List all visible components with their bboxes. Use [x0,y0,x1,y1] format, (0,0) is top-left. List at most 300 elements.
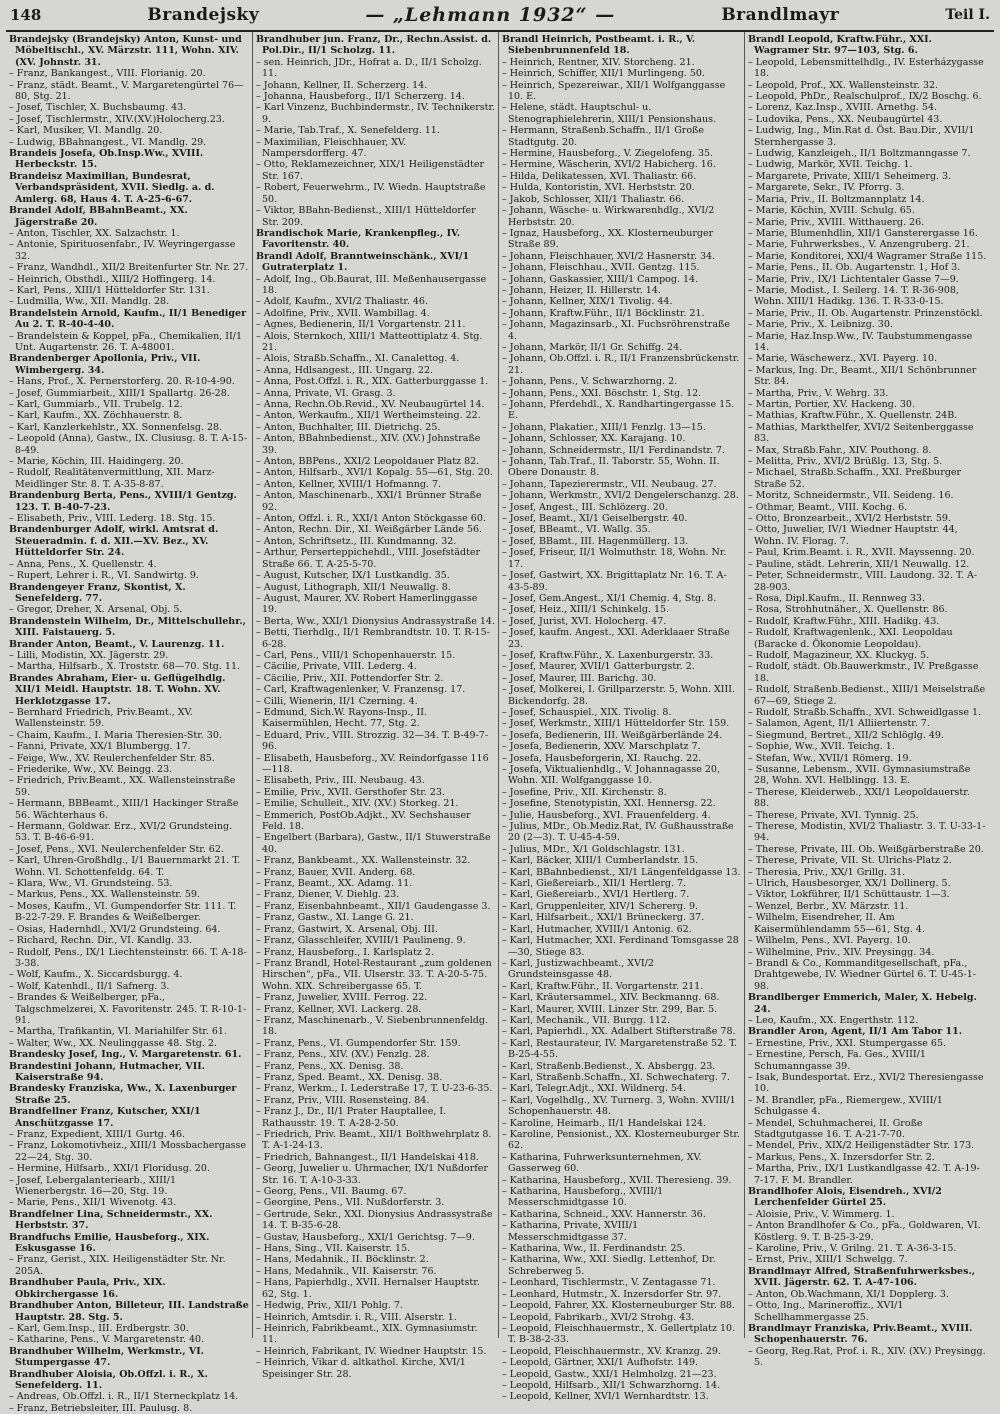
directory-entry: – Franz, Hausbeforg., I. Karlsplatz 2. [256,946,434,958]
directory-entry: – Anton, Buchhalter, III. Dietrichg. 25. [256,421,441,433]
directory-entry: – Karl, Restaurateur, IV. Margaretenstraße 52. T. B-25-4-55. [502,1037,738,1061]
directory-entry: Brandl Leopold, Kraftw.Führ., XXI. Wagramer Str. 97—103, Stg. 6. [748,34,932,57]
directory-entry: – Moses, Kaufm., VI. Gumpendorfer Str. 111. T. B-22-7-29. F. Brandes & Weißelberger. [9,900,237,924]
directory-entry: – Theresia, Priv., XX/1 Grillg. 31. [748,866,906,878]
directory-entry: – Margarete, Sekr., IV. Pforrg. 3. [748,182,905,194]
directory-entry: – Therese, Private, XVI. Tynnig. 25. [748,809,919,821]
directory-entry: – Wolf, Kaufm., X. Siccardsburgg. 4. [9,969,183,981]
directory-entry: – Lilli, Modistin, XX. Jägerstr. 29. [9,649,169,661]
directory-entry: – Karl, Kräutersammel., XIV. Beckmanng. 68. [502,992,720,1004]
directory-entry: – Hans, Medahnik., VII. Kaiserstr. 76. [256,1265,437,1277]
directory-entry: – Isak, Bundesportat. Erz., XVI/2 Theresiengasse 10. [748,1071,984,1095]
directory-entry: – Karl, Hutmacher, XXI. Ferdinand Tomsgasse 28—30, Stiege 83. [502,935,739,958]
directory-entry: – Josef, Maurer, III. Barichg. 30. [502,672,657,684]
directory-entry: – Anton, Hilfsarb., XVI/1 Kopalg. 55—61, Stg. 20. [256,467,493,479]
directory-entry: – Karl, Straßenb.Schaffn., XI. Schwechaterg. 7. [502,1071,730,1083]
directory-entry: – Andreas, Ob.Offzl. i. R., II/1 Sterneckplatz 14. [9,1391,239,1403]
directory-entry: – Leopold, Fahrer, XX. Klosterneuburger Str. 88. [502,1300,735,1312]
directory-entry: – Karl, Vogelhdlg., XV. Turnerg. 3, Wohn. XVIII/1 Schopenhauerstr. 48. [502,1094,736,1118]
directory-entry: – Karl, Bäcker, XIII/1 Cumberlandstr. 15. [502,855,699,867]
directory-entry: – Viktor, Lokführer, II/1 Schüttaustr. 1—3. [748,889,950,901]
directory-entry: – Johann, Wäsche- u. Wirkwarenhdlg., XVI/2 Herbststr. 20. [502,205,715,228]
directory-entry: – Marie, Fuhrwerksbes., V. Anzengruberg. 21. [748,239,970,251]
directory-entry: – Hermann, BBBeamt., XIII/1 Hackinger Straße 56. Wächterhaus 6. [9,798,239,821]
directory-entry: – Franz, Expedient, XIII/1 Gurtg. 46. [9,1129,186,1140]
directory-entry: – Mendel, Priv., XIX/2 Heiligenstädter Str. 173. [748,1140,975,1152]
directory-entry: – Berta, Ww., XXI/1 Dionysius Andrassystraße 14. [256,615,495,627]
directory-entry: – Emilie, Schulleit., XIV. (XV.) Storkeg. 21. [256,798,459,810]
directory-entry: – Eduard, Priv., VIII. Strozzig. 32—34. T. B-49-7-96. [256,729,489,753]
directory-entry: – Stefan, Ww., XVII/1 Römerg. 19. [748,752,912,764]
directory-entry: – Ludmilla, Ww., XII. Mandlg. 28. [9,296,170,308]
directory-entry: – Brandl & Co., Kommanditgesellschaft, pFa., Drahtgewebe, IV. Wiedner Gürtel 6. T. U-45-1-98. [748,957,977,992]
directory-entry: – Rudolf, Magazineur, XX. Kluckyg. 5. [748,649,930,661]
column-1 [6,32,252,1414]
directory-entry: – Heinrich, Vikar d. altkathol. Kirche, XVI/1 Speisinger Str. 28. [256,1357,466,1380]
directory-entry: Brandejsky (Brandejsky) Anton, Kunst- und Möbeltischl., XV. Märzstr. 111, Wohn. XIV. (XV. Johnstr. 31. [9,34,242,68]
directory-entry: – Leopold, Fleischhauermstr., X. Gellertplatz 10. T. B-38-2-33. [502,1322,736,1346]
directory-entry: – Rudolf, Straßenb.Bedienst., XIII/1 Meiselstraße 67—69, Stiege 2. [748,684,986,707]
directory-entry: – Karl, Straßenb.Bedienst., X. Absbergg. 23. [502,1060,716,1072]
directory-entry: – Rudolf, Straßb.Schaffn., XVI. Schweidlgasse 1. [748,706,982,718]
directory-entry: – Franz, Werkm., I. Lederstraße 17, T. U-23-6-35. [256,1083,493,1095]
directory-entry: – Friedrich, Priv.Beamt., XX. Wallensteinstraße 59. [9,775,236,798]
directory-entry: – Josef, kaufm. Angest., XXI. Aderklaaer Straße 23. [502,627,730,650]
directory-entry: – Heinrich, Schiffer, XII/1 Murlingeng. 50. [502,68,705,80]
directory-entry: – Bernhard Friedrich, Priv.Beamt., XV. Wallensteinstr. 59. [9,706,193,730]
directory-entry: – Susanne, Lebensm., XVII. Gymnasiumstraße 28, Wohn. XVI. Helblingg. 13. E. [748,764,971,787]
directory-entry: – Johann, Magazinsarb., XI. Fuchsröhrenstraße 4. [502,319,730,342]
directory-entry: – Therese, Private, III. Ob. Weißgärberstraße 20. [748,843,984,855]
directory-entry: – Leopold, Gastw., XXI/1 Helmholzg. 21—23. [502,1368,717,1380]
directory-entry: – Heinrich, Amtsdir. i. R., VIII. Alserstr. 1. [256,1311,457,1323]
directory-entry: – Anton Brandlhofer & Co., pFa., Goldwaren, VI. Köstlerg. 9. T. B-25-3-29. [748,1220,981,1243]
directory-entry: – Rudolf, Realitätenvermittlung, XII. Marz-Meidlinger Str. 8. T. A-35-8-87. [9,467,215,490]
directory-entry: Brandenberger Apollonia, Priv., VII. Wimbergerg. 34. [9,353,201,376]
directory-entry: – Heinrich, Spezereiwar., XII/1 Wolfganggasse 10. E. [502,79,726,103]
directory-entry: – Josef, Werkmstr., XIII/1 Hütteldorfer Str. 159. [502,718,730,730]
directory-entry: – Cilli, Wienerin, II/1 Czerning. 4. [256,695,418,707]
directory-entry: – Heinrich, Rentner, XIV. Storcheng. 21. [502,56,695,68]
directory-entry: – Ernestine, Persch, Fa. Ges., XVIII/1 Schumanngasse 39. [748,1049,926,1072]
directory-entry: – Mathias, Kraftw.Führ., X. Quellenstr. 24B. [748,410,958,422]
directory-entry: – Elisabeth, Priv., VIII. Lederg. 18. Stg. 15. [9,513,216,525]
directory-entry: – Feige, Ww., XV. Reulerchenfelder Str. 85. [9,752,215,764]
directory-entry: – Othmar, Beamt., VIII. Kochg. 6. [748,501,908,513]
directory-entry: Brandfelner Lina, Schneidermstr., XX. Herbststr. 37. [9,1208,213,1232]
directory-entry: – Franz, Gastw., XI. Lange G. 21. [256,912,414,924]
directory-entry: – Rudolf, Kraftw.Führ., XIII. Hadikg. 43. [748,615,940,627]
directory-entry: – Franz, städt. Beamt., V. Margaretengürtel 76—80, Stg. 21. [9,79,244,103]
directory-entry: – Rudolf, städt. Ob.Bauwerkmstr., IV. Preßgasse 18. [748,661,979,684]
column-3 [498,32,744,1403]
directory-entry: – Franz, Diener, V. Diehlg. 23. [256,889,400,901]
directory-entry: – Karl, Telegr.Adjt., XXI. Wildnerg. 54. [502,1083,686,1095]
directory-entry: – Otto, Bronzearbeit., XVI/2 Herbststr. 59. [748,513,951,525]
directory-entry: – Leopold, Fleischhauermstr., XV. Kranzg. 29. [502,1345,721,1357]
directory-entry: – Martha, Priv., IX/1 Lustkandlgasse 42. T. A-19-7-17. F. M. Brandler. [748,1163,980,1186]
directory-entry: – Johann, Tapezierermstr., VII. Neubaug. 27. [502,478,717,490]
directory-entry: – Josef, Heiz., XIII/1 Schinkelg. 15. [502,604,670,616]
directory-entry: – Josefa, Bedienerin, XXV. Marschplatz 7. [502,741,701,753]
directory-entry: – Franz, Priv., VIII. Rosensteing. 84. [256,1094,430,1106]
directory-entry: – Georg, Pens., VII. Baumg. 67. [256,1186,407,1198]
directory-entry: – Karoline, Heimarb., II/1 Handelskai 124. [502,1117,707,1129]
directory-entry: – Wilhelmine, Priv., XIV. Preysingg. 34. [748,946,935,958]
directory-entry: – Friederike, Ww., XV. Beingg. 23. [9,764,173,775]
directory-entry: – Ludovika, Pens., XX. Neubaugürtel 43. [748,113,943,125]
directory-entry: – August, Maurer, XV. Robert Hamerlinggasse 19. [256,592,478,616]
directory-entry: – Markus, Pens., XX. Wallensteinstr. 59. [9,889,200,901]
directory-entry: – Emilie, Priv., XVII. Gersthofer Str. 23. [256,786,445,798]
directory-entry: – Karl, Kraftw.Führ., II. Vorgartenstr. 211. [502,980,704,992]
directory-entry: – Johann, Schlosser, XX. Karajang. 10. [502,433,686,445]
directory-entry: – Peter, Schneidermstr., VIII. Laudong. 32. T. A-28-903. [748,570,978,593]
directory-entry: – Leopold, Fabrikarb., XVI/2 Strohg. 43. [502,1311,695,1323]
directory-entry: – Hans, Sing., VII. Kaiserstr. 15. [256,1243,411,1255]
directory-entry: – Julius, MDr., X/1 Goldschlagstr. 131. [502,843,685,855]
directory-entry: – Karl, Uhren-Großhdlg., I/1 Bauernmarkt 21. T. Wohn. VI. Schottenfeldg. 64. T. [9,855,241,878]
directory-entry: – Josef, Beamt., XI/1 Geiselbergstr. 40. [502,513,688,525]
directory-entry: – Mendel, Schuhmacherei, II. Große Stadtgutgasse 16. T. A-21-7-70. [748,1117,923,1140]
directory-entry: Brandler Aron, Agent, II/1 Am Tabor 11. [748,1026,963,1038]
directory-entry: – Johann, Ob.Offzl. i. R., II/1 Franzensbrückenstr. 21. [502,353,740,376]
directory-entry: – Josefine, Priv., XII. Kirchenstr. 8. [502,786,667,798]
directory-entry: – Leopold (Anna), Gastw., IX. Clusiusg. 8. T. A-15-8-49. [9,433,248,456]
directory-entry: – Franz, Juwelier, XVIII. Ferrog. 22. [256,992,428,1004]
directory-entry: – Josef, Tischler, X. Buchsbaumg. 43. [9,102,187,114]
column-4 [744,32,990,1369]
directory-entry: – Adolf, Kaufm., XVI/2 Thaliastr. 46. [256,296,428,308]
directory-entry: – Pauline, städt. Lehrerin, XII/1 Neuwallg. 12. [748,558,970,570]
directory-entry: Brandelstein Arnold, Kaufm., II/1 Benediger Au 2. T. R-40-4-40. [9,307,247,331]
directory-entry: – Hedwig, Priv., XII/1 Pohlg. 7. [256,1300,403,1312]
directory-entry: – Klara, Ww., VI. Grundsteing. 53. [9,878,173,890]
directory-entry: – Josef, BBamt., III. Hagenmüllerg. 13. [502,535,689,547]
directory-entry: – Josef, Jurist, XVI. Holocherg. 47. [502,615,667,627]
directory-entry: – Leonhard, Tischlermstr., V. Zentagasse 71. [502,1277,716,1289]
directory-entry: Brandfuchs Emilie, Hausbeforg., XIX. Eskusgasse 16. [9,1231,210,1255]
directory-entry: – Osias, Hadernhdl., XVI/2 Grundsteing. 64. [9,923,221,935]
directory-entry: – Hermine, Hilfsarb., XXI/1 Floridusg. 20. [9,1163,210,1175]
directory-entry: – Ludwig, BBahnangest., VI. Mandlg. 29. [9,136,207,148]
directory-entry: Brandes Abraham, Eier- u. Geflügelhdlg. XII/1 Meidl. Hauptstr. 18. T. Wohn. XV. Herklotzgasse 17. [9,672,226,707]
directory-entry: – August, Lithograph, XII/1 Neuwallg. 8. [256,581,451,593]
directory-entry: – Heinrich, Fabrikbeamt., XIX. Gymnasiumstr. 11. [256,1322,478,1346]
directory-entry: – Johann, Plakatier., XIII/1 Fenzlg. 13—15. [502,421,706,433]
directory-entry: – Otto, Ing., Marineroffiz., XVI/1 Schellhammergasse 25. [748,1300,904,1323]
directory-entry: – Marie, Tab.Traf., X. Senefelderg. 11. [256,125,440,137]
directory-entry: – Sophie, Ww., XVII. Teichg. 1. [748,741,895,753]
directory-entry: – Ernestine, Priv., XXI. Stumpergasse 65. [748,1037,947,1049]
entry-columns [6,32,994,1414]
page-header [6,0,994,32]
directory-entry: – Leopold, Prof., XX. Wallensteinstr. 32. [748,79,939,91]
directory-entry: – Ulrich, Hausbesorger, XX/1 Dollinerg. 5. [748,878,951,890]
directory-entry: – Marie, Priv., II. Ob. Augartenstr. Prinzenstöckl. [748,307,983,319]
directory-entry: – Hulda, Kontoristin, XVI. Herbststr. 20. [502,182,695,194]
directory-entry: – Ludwig, Markör, XVII. Teichg. 1. [748,159,913,171]
directory-entry: – Josef, Maurer, XVII/1 Gatterburgstr. 2. [502,661,695,673]
directory-entry: – Anton, Offzl. i. R., XXI/1 Anton Stöckgasse 60. [256,513,486,525]
page-number: 148 [10,6,42,24]
directory-entry: – Arthur, Perserteppichehdl., VIII. Josefstädter Straße 66. T. A-25-5-70. [256,547,481,570]
directory-entry: – Alois, Straßb.Schaffn., XI. Canalettog. 4. [256,353,460,365]
directory-entry: – Franz, Glasschleifer, XVIII/1 Paulineng. 9. [256,935,466,947]
directory-entry: – Wolf, Katenhdl., II/1 Safnerg. 3. [9,980,170,992]
directory-entry: – Josefine, Stenotypistin, XXI. Hennersg. 22. [502,798,716,810]
directory-entry: – Elisabeth, Priv., III. Neubaug. 43. [256,775,425,787]
directory-entry: – Emmerich, PostOb.Adjkt., XV. Sechshauser Feld. 18. [256,809,471,833]
directory-entry: Brandesky Franziska, Ww., X. Laxenburger Straße 25. [9,1083,237,1106]
directory-entry: – Marie, Pens., XII/1 Wivenotg. 43. [9,1197,177,1209]
directory-entry: – Johann, Fleischhau., XVII. Gentzg. 115. [502,262,700,274]
directory-entry: – Karl, Kanzlerkehlstr., XX. Sonnenfelsg. 28. [9,421,223,433]
running-title: — „Lehmann 1932“ — [365,4,616,26]
directory-entry: – Anton, BBPens., XXI/2 Leopoldauer Platz 82. [256,456,480,468]
directory-entry: – Ludwig, Ing., Min.Rat d. Öst. Bau.Dir., XVII/1 Sternhergasse 3. [748,125,975,148]
directory-entry: – Katharina, Private, XVIII/1 Messerschmidtgasse 37. [502,1220,639,1243]
directory-entry: – Fanni, Private, XX/1 Blumbergg. 17. [9,741,191,753]
directory-entry: – Wenzel, Berbr., XV. Märzstr. 11. [748,900,909,912]
directory-entry: – Johann, Werkmstr., XVI/2 Dengelerschanzg. 28. [502,490,739,502]
directory-entry: – Engelbert (Barbara), Gastw., II/1 Stuwerstraße 40. [256,832,491,855]
directory-entry: – Chaim, Kaufm., I. Maria Theresien-Str. 30. [9,729,222,741]
directory-entry: – Leopold, Hilfsarb., XII/1 Schwarzhorng. 14. [502,1379,721,1391]
directory-entry: – Marie, Priv., X. Leibnizg. 30. [748,319,893,331]
directory-entry: – Therese, Private, VII. St. Ulrichs-Platz 2. [748,855,952,867]
directory-entry: – Helene, städt. Hauptschul- u. Stenographielehrerin, XIII/1 Pensionshaus. [502,102,717,125]
directory-entry: – Franz, Kellner, XVI. Lackerg. 28. [256,1003,422,1015]
directory-entry: – Johann, Pens., V. Schwarzhorng. 2. [502,376,678,388]
directory-entry: Brandenstein Wilhelm, Dr., Mittelschullehr., XIII. Faistauerg. 5. [9,615,246,639]
directory-entry: – Katharina, Hausbeforg., XVIII/1 Messerschmidtgasse 10. [502,1186,664,1209]
directory-entry: – Josefa, Hausbeforgerin, XI. Rauchg. 22. [502,752,702,764]
directory-entry: Brander Anton, Beamt., V. Laurenzg. 11. [9,638,225,650]
directory-entry: – Adolfine, Priv., XVII. Wambillag. 4. [256,307,430,319]
directory-entry: – Rupert, Lehrer i. R., VI. Sandwirtg. 9. [9,570,199,582]
directory-entry: – Marie, Modist., I. Seilerg. 14. T. R-36-908, Wohn. XIII/1 Hadikg. 136. T. R-33-0-15. [748,284,959,308]
directory-entry: – Brandelstein & Koppel, pFa., Chemikalien, II/1 Unt. Augartenstr. 26. T. A-48001. [9,330,243,353]
directory-entry: – Georg, Juwelier u. Uhrmacher, IX/1 Nußdorfer Str. 16. T. A-10-3-33. [256,1163,488,1186]
directory-entry: – Marie, Haz.Insp.Ww., IV. Taubstummengasse 14. [748,330,973,353]
directory-entry: Brandeis Josefa, Ob.Insp.Ww., XVIII. Herbeckstr. 15. [9,148,204,171]
directory-entry: – Johann, Kellner, XIX/1 Tivolig. 44. [502,296,673,308]
directory-entry: – Ignaz, Hausbeforg., XX. Klosterneuburger Straße 89. [502,227,714,251]
directory-entry: – Katharina, Fuhrwerksunternehmen, XV. Gasserweg 60. [502,1151,702,1175]
directory-entry: – Gustav, Hausbeforg., XXI/1 Gerichtsg. 7—9. [256,1231,475,1243]
directory-entry: – Josef, Molkerei, I. Grillparzerstr. 5, Wohn. XIII. Bickendorfg. 28. [502,684,736,707]
directory-entry: – Maximilian, Fleischhauer, XV. Nampersdorfferg. 47. [256,136,407,160]
directory-entry: – Anton, Werkaufm., XII/1 Wertheimsteing. 22. [256,410,481,422]
directory-entry: – Karl, Kaufm., XX. Zöchhauerstr. 8. [9,410,183,422]
directory-entry: – Ernst, Priv., XIII/1 Schwelgg. 7. [748,1254,908,1266]
directory-entry: – Franz, Bankbeamt., XX. Wallensteinstr. 32. [256,855,471,867]
directory-entry: – Franz, Gerist., XIX. Heiligenstädter Str. Nr. 205A. [9,1254,226,1277]
right-running-head: Brandlmayr [721,5,840,25]
directory-entry: Brandlberger Emmerich, Maler, X. Hebelg. 24. [748,992,977,1015]
directory-entry: – Hermann, Goldwar. Erz., XVI/2 Grundsteing. 53. T. B-46-6-91. [9,821,233,844]
directory-entry: Brandhuber Wilhelm, Werkmstr., VI. Stumpergasse 47. [9,1345,204,1369]
directory-entry: Brandischok Marie, Krankenpfleg., IV. Favoritenstr. 40. [256,227,461,251]
directory-entry: – Lorenz, Kaz.Insp., XVIII. Arnethg. 54. [748,102,938,114]
directory-entry: – Robert, Feuerwehrm., IV. Wiedn. Hauptstraße 50. [256,182,486,205]
directory-entry: – Karl, Gießereiarb., XVI/1 Hertlerg. 7. [502,889,690,901]
directory-entry: – Johann, Fleischhauer, XVI/2 Hasnerstr. 34. [502,250,716,262]
directory-entry: – Johanna, Hausbeforg., II/1 Scherzerg. 14. [256,91,465,103]
directory-entry: – Franz, Eisenbahnbeamt., XII/1 Gaudengasse 3. [256,900,491,912]
directory-entry: – Hans, Papierhdlg., XVII. Hernalser Hauptstr. 62, Stg. 1. [256,1277,480,1300]
directory-entry: – Anton, Ob.Wachmann, XI/1 Dopplerg. 3. [748,1288,949,1300]
directory-entry: Brandhuber Anton, Billeteur, III. Landstraße Hauptstr. 28. Stg. 5. [9,1300,249,1323]
directory-entry: Brandenburg Berta, Pens., XVIII/1 Gentzg. 123. T. B-40-7-23. [9,490,237,513]
directory-entry: – Anna, Post.Offzl. i. R., XIX. Gatterburggasse 1. [256,376,489,388]
directory-entry: – August, Kutscher, IX/1 Lustkandlg. 35. [256,570,450,582]
directory-entry: – Johann, Tab.Traf., II. Taborstr. 55, Wohn. II. Obere Donaustr. 8. [502,456,720,479]
directory-entry: – Agnes, Bedienerin, II/1 Vorgartenstr. 211. [256,319,466,331]
directory-entry: – Anton, Maschinenarb., XXI/1 Brünner Straße 92. [256,490,482,513]
directory-entry: Brandhuber jun. Franz, Dr., Rechn.Assist. d. Pol.Dir., II/1 Scholzg. 11. [256,34,492,57]
directory-entry: – M. Brandler, pFa., Riemergew., XVIII/1 Schulgasse 4. [748,1094,943,1118]
directory-entry: – Mathias, Markthelfer, XVI/2 Seitenberggasse 83. [748,421,974,445]
directory-entry: – Carl, Pens., VIII/1 Schopenhauerstr. 15. [256,649,456,661]
directory-entry: – Karl, Gummiarb., VII. Trubelg. 12. [9,399,183,410]
directory-entry: – Martin, Portier, XV. Hackeng. 30. [748,399,915,410]
directory-entry: – Franz, Pens., XX. Denisg. 38. [256,1060,404,1072]
directory-entry: – Franz Brandl, Hotel-Restaurant „zum goldenen Hirschen“, pFa., VII. Ulserstr. 33. T. A-20-5-75. Wohn. XIX. Schreibergasse 65. T. [256,957,492,992]
directory-entry: – Johann, Schneidermstr., II/1 Ferdinandstr. 7. [502,444,725,456]
directory-entry: – Michael, Straßb.Schaffn., XXI. Preßburger Straße 52. [748,467,962,490]
directory-entry: – Josef, Gummiarbeit., XIII/1 Spallartg. 26-28. [9,387,230,399]
directory-entry: – Markus, Pens., X. Inzersdorfer Str. 2. [748,1151,935,1163]
directory-entry: – Gertrude, Sekr., XXI. Dionysius Andrassystraße 14. T. B-35-6-28. [256,1208,493,1232]
directory-entry: – Franz, Sped. Beamt., XX. Denisg. 38. [256,1071,443,1083]
directory-entry: – Marie, Konditorei, XXI/4 Wagramer Straße 115. [748,250,987,262]
directory-entry: – Alois, Sternkoch, XIII/1 Matteottiplatz 4. Stg. 21. [256,330,483,353]
directory-entry: – Josefa, Bedienerin, III. Weißgärberlände 24. [502,729,723,741]
directory-entry: – Karl, Papierhdl., XX. Adalbert Stifterstraße 78. [502,1026,736,1038]
directory-entry: – Markus, Ing. Dr., Beamt., XII/1 Schönbrunner Str. 84. [748,364,977,388]
directory-entry: – Marie, Priv., IX/1 Lichtentaler Gasse 7—9. [748,273,959,285]
directory-entry: – Marie, Wäschewerz., XVI. Payerg. 10. [748,353,938,365]
directory-entry: – Melitta, Priv., XVI/2 Brüßlg. 13, Stg. 5. [748,456,943,468]
directory-entry: – Anton, Kellner, XVIII/1 Hofmanng. 7. [256,478,442,490]
directory-entry: Brandengeyer Franz, Skontist, X. Senefelderg. 77. [9,581,186,604]
directory-entry: – Richard, Rechn. Dir., VI. Kandlg. 33. [9,935,193,947]
directory-entry: – Anton, Tischler, XX. Salzachstr. 1. [9,227,180,239]
directory-entry: – Georgine, Pens., VII. Nußdorferstr. 3. [256,1197,445,1209]
directory-entry: – Margarete, Private, XIII/1 Seheimerg. 3. [748,170,952,182]
directory-entry: – Josefa, Viktualienhdlg., V. Johannagasse 20, Wohn. XII. Wolfganggasse 10. [502,764,720,787]
directory-entry: – Josef, Tischlermstr., XIV.(XV.)Holocherg.23. [9,113,225,125]
directory-entry: – Hans, Medahnik., II. Böcklinstr. 2. [256,1254,429,1266]
directory-entry: – sen. Heinrich, JDr., Hofrat a. D., II/1 Scholzg. 11. [256,56,482,80]
directory-entry: – Marie, Priv., XVIII. Witthauerg. 26. [748,216,925,228]
directory-entry: – Josef, Gastwirt, XX. Brigittaplatz Nr. 16. T. A-43-5-89. [502,570,727,593]
directory-entry: – Maria, Priv., II. Boltzmannplatz 14. [748,193,925,205]
directory-entry: – Rosa, Strohhutnäher., X. Quellenstr. 86. [748,604,948,616]
directory-entry: – Anna, Private, VI. Grasg. 3. [256,387,396,399]
directory-entry: – Adolf, Ing., Ob.Baurat, III. Meßenhausergasse 18. [256,273,487,296]
directory-entry: – Aloisie, Priv., V. Wimmerg. 1. [748,1208,895,1220]
part-label: Teil I. [945,7,990,23]
directory-entry: – Moritz, Schneidermstr., VII. Seideng. 16. [748,490,954,502]
directory-entry: – Otto, Juwelier, IV/1 Wiedner Hauptstr. 44, Wohn. IV. Florag. 7. [748,524,958,547]
directory-entry: – Katharina, Ww., XXI. Siedlg. Lettenhof, Dr. Schreberweg 5. [502,1254,716,1277]
directory-entry: – Johann, Kraftw.Führ., II/1 Böcklinstr. 21. [502,307,705,319]
directory-entry: – Franz, Lokomotivheiz., XIII/1 Mossbachergasse 22—24, Stg. 30. [9,1140,246,1163]
directory-entry: – Leo, Kaufm., XX. Engerthstr. 112. [748,1014,919,1026]
directory-entry: – Josef, Gem.Angest., XI/1 Chemig. 4, Stg. 8. [502,592,717,604]
left-running-head: Brandejsky [147,5,260,25]
directory-entry: – Karl, BBahnbedienst., XI/1 Längenfeldgasse 13. [502,866,741,878]
directory-entry: – Josef, Kraftw.Führ., X. Laxenburgerstr. 33. [502,649,714,661]
directory-entry: – Martha, Trafikantin, VI. Mariahilfer Str. 61. [9,1026,227,1038]
directory-entry: – Julie, Hausbeforg., XVI. Frauenfelderg. 4. [502,809,711,821]
directory-entry: – Karoline, Priv., V. Grilng. 21. T. A-36-3-15. [748,1243,957,1255]
directory-entry: – Johann, Kellner, II. Scherzerg. 14. [256,79,428,91]
directory-entry: – Josef, Lebergalanteriearb., XIII/1 Wienerbergstr. 16—20, Stg. 19. [9,1174,177,1198]
directory-entry: – Katharina, Hausbeforg., XVII. Theresieng. 39. [502,1174,732,1186]
directory-entry: – Carl, Kraftwagenlenker, V. Franzensg. 17. [256,684,466,696]
directory-entry: – Marie, Pens., II. Ob. Augartenstr. 1, Hof 3. [748,262,961,274]
directory-entry: – Johann, Gaskassier, XIII/1 Campog. 14. [502,273,699,285]
directory-entry: – Franz, Bauer, XVII. Anderg. 68. [256,866,416,878]
directory-entry: Brandesky Josef, Ing., V. Margaretenstr. 61. [9,1049,242,1061]
directory-entry: – Franz, Pens., VI. Gumpendorfer Str. 159. [256,1037,461,1049]
directory-entry: – Franz, Betriebsleiter, III. Paulusg. 8. [9,1402,193,1414]
directory-entry: – Anton, Schriftsetz., III. Kundmanng. 32. [256,535,457,547]
directory-entry: – Johann, Pferdehdl., X. Randhartingergasse 15. E. [502,399,735,422]
directory-entry: Brandfellner Franz, Kutscher, XXI/1 Anschützgasse 17. [9,1106,201,1129]
directory-entry: – Marie, Köchin, XVIII. Schulg. 65. [748,205,915,217]
directory-entry: – Josef, Angest., III. Schlözerg. 20. [502,501,668,513]
directory-entry: – Betti, Tierhdlg., II/1 Rembrandtstr. 10. T. R-15-6-28. [256,627,490,650]
directory-entry: Brandhuber Paula, Priv., XIX. Obkirchergasse 16. [9,1277,166,1300]
directory-entry: – Heinrich, Fabrikant, IV. Wiedner Hauptstr. 15. [256,1345,487,1357]
directory-entry: Brandlmayr Franziska, Priv.Beamt., XVIII. Schopenhauerstr. 76. [748,1322,973,1346]
directory-entry: – Siegmund, Bertret., XII/2 Schlöglg. 49. [748,729,944,741]
directory-entry: – Martha, Hilfsarb., X. Troststr. 68—70. Stg. 11. [9,661,241,673]
directory-entry: – Hermine, Hausbeforg., V. Ziegelofeng. 35. [502,148,714,160]
directory-entry: – Josef, Schauspiel., XIX. Tivolig. 8. [502,706,672,718]
directory-entry: – Katharina, Schneid., XXV. Hannerstr. 36. [502,1208,706,1220]
directory-entry: – Karl, Musiker, VI. Mandlg. 20. [9,125,163,137]
directory-entry: – Antonie, Spirituosenfabr., IV. Weyringergasse 32. [9,239,236,262]
directory-entry: – Hermine, Wäscherin, XVI/2 Habicherg. 16. [502,159,716,171]
directory-entry: – Wilhelm, Pens., XVI. Payerg. 10. [748,935,911,947]
directory-entry: Brandestini Johann, Hutmacher, VII. Kaiserstraße 94. [9,1060,205,1083]
directory-entry: – Viktor, BBahn-Bedienst., XIII/1 Hütteldorfer Str. 209. [256,205,476,228]
directory-entry: – Georg, Reg.Rat, Prof. i. R., XIV. (XV.) Preysingg. 5. [748,1345,986,1369]
directory-entry: – Rudolf, Kraftwagenlenk., XXI. Leopoldau (Baracke d. Ökonomie Leopoldau). [748,627,953,650]
directory-entry: – Edmund, Sich.W. Rayons-Insp., II. Kaisermühlen, Hecht. 77, Stg. 2. [256,706,428,730]
directory-entry: – Karl, Hilfsarbeit., XXI/1 Brüneckerg. 37. [502,912,705,924]
directory-entry: – Karl Vinzenz, Buchbindermstr., IV. Technikerstr. 9. [256,102,495,125]
column-2 [252,32,498,1380]
directory-entry: – Josef, BBeamt., VI. Wallg. 35. [502,524,651,536]
directory-entry: – Therese, Kleiderweb., XXI/1 Leopoldauerstr. 88. [748,786,970,810]
directory-entry: – Wilhelm, Eisendreher, II. Am Kaisermühlendamm 55—61, Stg. 4. [748,912,925,935]
directory-entry: – Franz J., Dr., II/1 Prater Hauptallee, I. Rathausstr. 19. T. A-28-2-50. [256,1106,447,1129]
directory-entry: – Anna, Hdlsangest., III. Ungarg. 22. [256,364,434,376]
directory-entry: Brandeisz Maximilian, Bundesrat, Verbandspräsident, XVII. Siedlg. a. d. Amlerg. 68, Haus 4. T. A-25-6-67. [9,170,215,205]
directory-entry: – Otto, Reklamezeichner, XIX/1 Heiligenstädter Str. 167. [256,159,485,182]
directory-entry: – Josef, Pens., XVI. Neulerchenfelder Str. 62. [9,843,224,855]
directory-entry: – Karl, Hutmacher, XVIII/1 Antonig. 62. [502,923,692,935]
directory-entry: – Karl, Gießereiarb., XII/1 Hertlerg. 7. [502,878,687,890]
directory-entry: – Martha, Priv., V. Wehrg. 33. [748,387,889,399]
